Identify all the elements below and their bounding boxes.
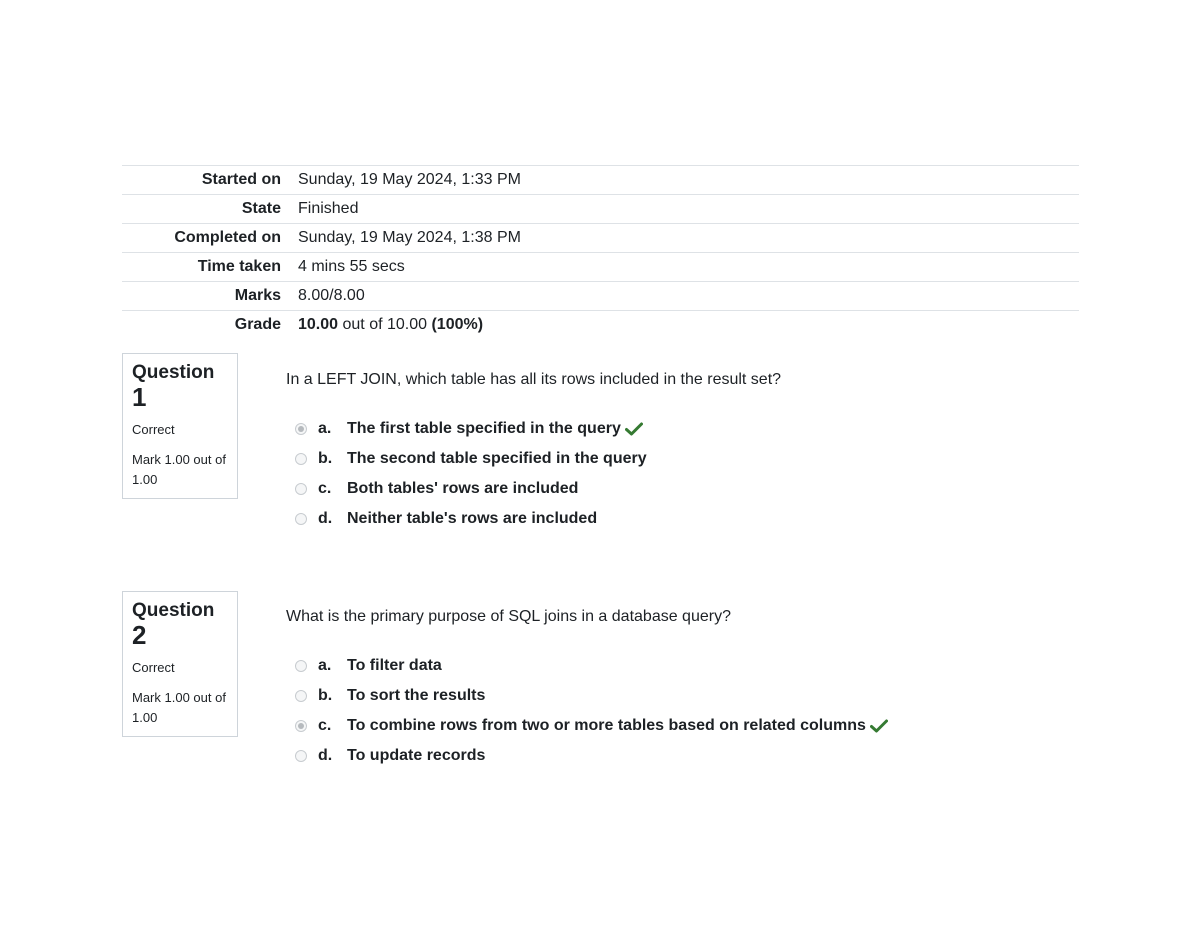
grade-score: 10.00 bbox=[298, 316, 339, 333]
answer-option[interactable] bbox=[286, 741, 1076, 771]
state-value: Finished bbox=[298, 195, 1079, 224]
question-text: What is the primary purpose of SQL joins in a database query? bbox=[286, 608, 731, 625]
answer-option[interactable] bbox=[286, 681, 1076, 711]
option-text: To combine rows from two or more tables based on related columns bbox=[347, 717, 866, 734]
radio-button[interactable] bbox=[295, 513, 307, 525]
option-text: The first table specified in the query bbox=[347, 420, 621, 437]
question-content bbox=[286, 591, 1076, 771]
answer-options bbox=[286, 651, 1076, 771]
option-text: To update records bbox=[347, 747, 486, 764]
option-letter: a. bbox=[318, 657, 332, 674]
started-on-value: Sunday, 19 May 2024, 1:33 PM bbox=[298, 166, 1079, 195]
question-state: Correct bbox=[132, 660, 175, 675]
answer-option[interactable] bbox=[286, 651, 1076, 681]
question-heading: Question bbox=[132, 362, 215, 383]
question-info-box bbox=[122, 353, 238, 499]
option-letter: d. bbox=[318, 747, 333, 764]
radio-button[interactable] bbox=[295, 483, 307, 495]
question-number: 2 bbox=[132, 620, 147, 650]
grade-percent: (100%) bbox=[431, 316, 484, 333]
question-content bbox=[286, 353, 1076, 534]
option-text: To filter data bbox=[347, 657, 442, 674]
option-text: Both tables' rows are included bbox=[347, 480, 579, 497]
summary-row-grade bbox=[122, 311, 1079, 340]
summary-row-completed-on bbox=[122, 224, 1079, 253]
option-letter: b. bbox=[318, 687, 333, 704]
radio-button[interactable] bbox=[295, 453, 307, 465]
completed-on-value: Sunday, 19 May 2024, 1:38 PM bbox=[298, 224, 1079, 253]
marks-label: Marks bbox=[122, 282, 298, 311]
time-taken-label: Time taken bbox=[122, 253, 298, 282]
check-icon bbox=[870, 719, 888, 733]
answer-option[interactable] bbox=[286, 504, 1076, 534]
started-on-label: Started on bbox=[122, 166, 298, 195]
question-heading: Question bbox=[132, 600, 215, 621]
grade-out-of: out of 10.00 bbox=[342, 316, 428, 333]
option-letter: b. bbox=[318, 450, 333, 467]
option-letter: c. bbox=[318, 717, 332, 734]
radio-button[interactable] bbox=[295, 423, 307, 435]
option-text: To sort the results bbox=[347, 687, 486, 704]
question-text: In a LEFT JOIN, which table has all its rows included in the result set? bbox=[286, 371, 782, 388]
check-icon bbox=[625, 422, 643, 436]
answer-option[interactable] bbox=[286, 474, 1076, 504]
radio-button[interactable] bbox=[295, 750, 307, 762]
state-label: State bbox=[122, 195, 298, 224]
radio-button[interactable] bbox=[295, 660, 307, 672]
option-letter: a. bbox=[318, 420, 332, 437]
radio-button[interactable] bbox=[295, 720, 307, 732]
question-number: 1 bbox=[132, 382, 147, 412]
answer-option[interactable] bbox=[286, 444, 1076, 474]
summary-row-time-taken bbox=[122, 253, 1079, 282]
answer-options bbox=[286, 414, 1076, 534]
option-letter: d. bbox=[318, 510, 333, 527]
summary-row-started-on bbox=[122, 166, 1079, 195]
summary-row-marks bbox=[122, 282, 1079, 311]
answer-option[interactable] bbox=[286, 414, 1076, 444]
time-taken-value: 4 mins 55 secs bbox=[298, 253, 1079, 282]
question-mark: Mark 1.00 out of 1.00 bbox=[132, 690, 226, 725]
grade-value bbox=[298, 311, 1079, 340]
question-info-box bbox=[122, 591, 238, 737]
answer-option[interactable] bbox=[286, 711, 1076, 741]
question-mark: Mark 1.00 out of 1.00 bbox=[132, 452, 226, 487]
summary-row-state bbox=[122, 195, 1079, 224]
radio-button[interactable] bbox=[295, 690, 307, 702]
option-letter: c. bbox=[318, 480, 332, 497]
grade-label: Grade bbox=[122, 311, 298, 340]
marks-value: 8.00/8.00 bbox=[298, 282, 1079, 311]
option-text: Neither table's rows are included bbox=[347, 510, 598, 527]
option-text: The second table specified in the query bbox=[347, 450, 647, 467]
completed-on-label: Completed on bbox=[122, 224, 298, 253]
attempt-summary-table bbox=[122, 165, 1079, 339]
question-state: Correct bbox=[132, 422, 175, 437]
